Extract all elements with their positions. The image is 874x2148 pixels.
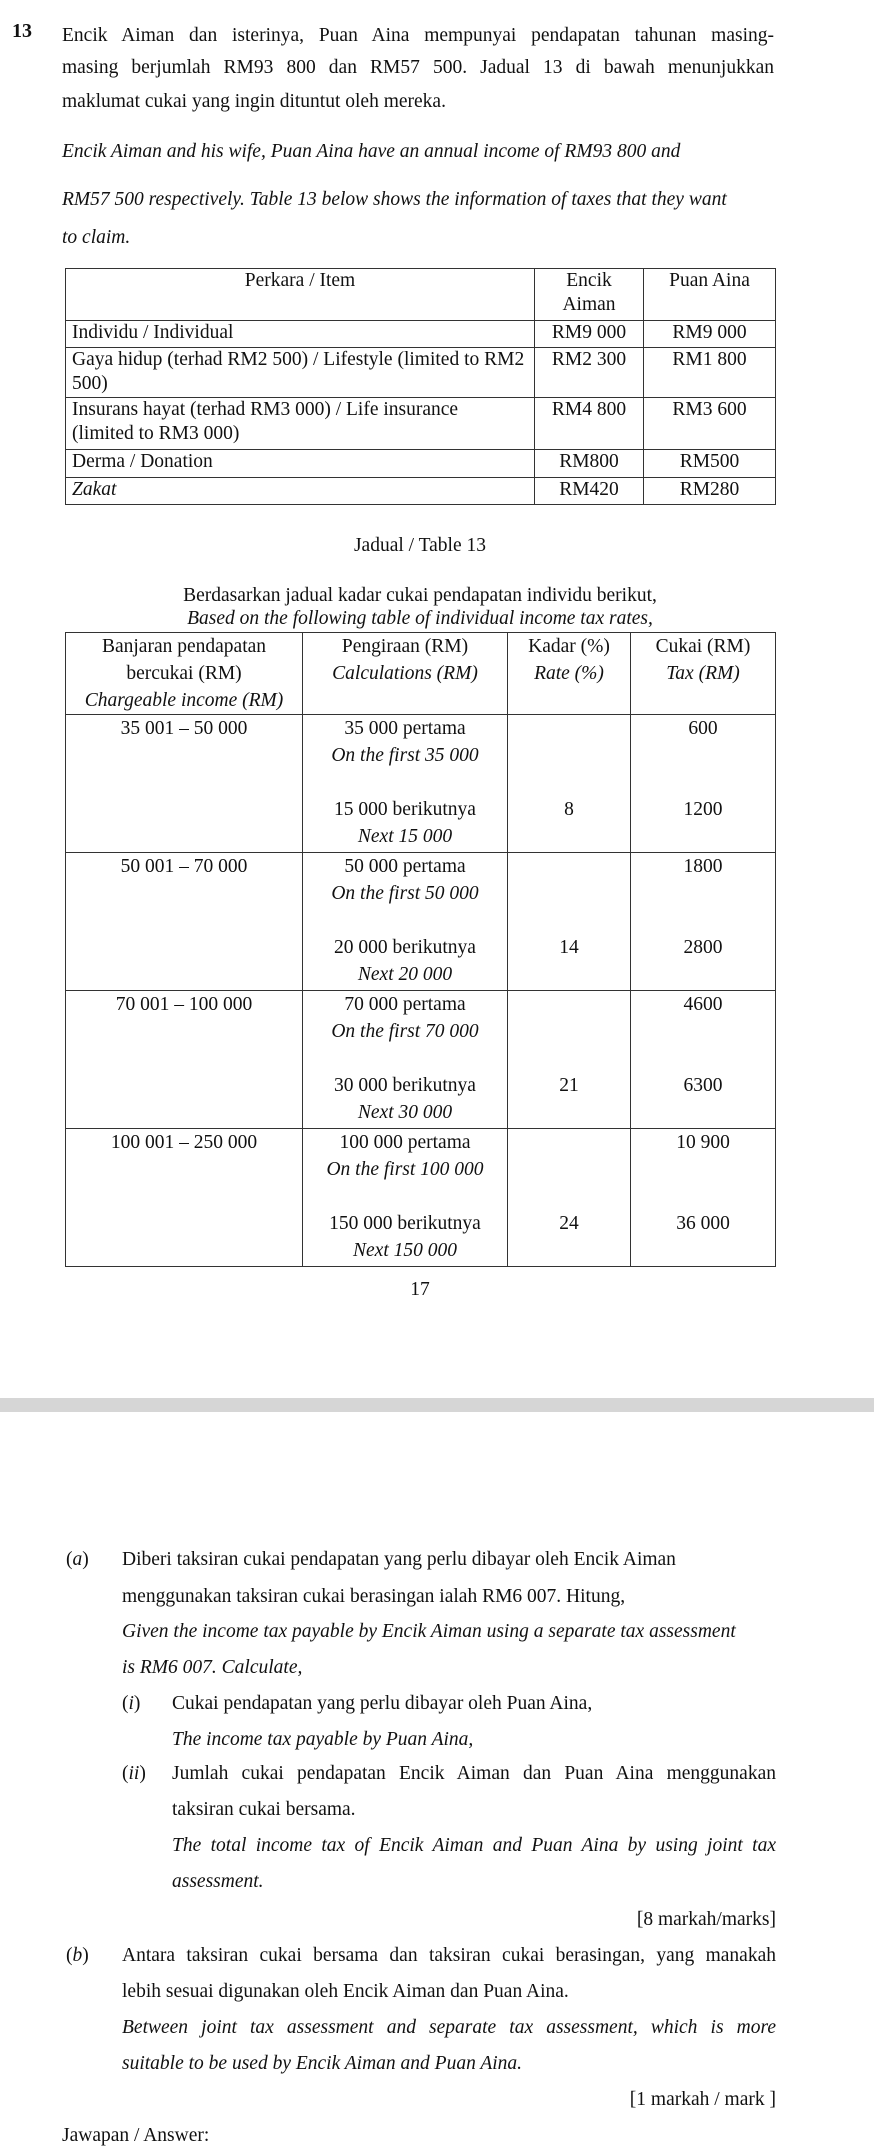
table13-cell: RM280 [644,478,776,505]
intro-ms-3: maklumat cukai yang ingin dituntut oleh mereka. [62,91,446,112]
intro-en-2: RM57 500 respectively. Table 13 below shows the information of taxes that they want [62,189,727,210]
taxrates-next-en: Next 30 000 [357,1102,453,1123]
part-a-i-label: (i) [122,1693,141,1714]
table13-row-individu: Individu / Individual [72,322,234,343]
taxrates-first-ms: 35 000 pertama [344,718,466,739]
part-a-en-2: is RM6 007. Calculate, [122,1657,303,1678]
taxrates-next-ms: 30 000 berikutnya [334,1075,476,1096]
taxrates-header-tax [631,633,776,715]
table-row [66,450,776,478]
page-number: 17 [410,1279,430,1300]
taxrates-tax-cell [631,991,776,1129]
question-number: 13 [12,20,32,42]
taxrates-first-en: On the first 35 000 [331,745,479,766]
taxrates-first-en: On the first 50 000 [331,883,479,904]
taxrates-lead-ms: Berdasarkan jadual kadar cukai pendapatan individu berikut, [183,585,657,606]
table-13 [65,268,776,505]
table13-row-zakat: Zakat [72,479,117,500]
table-row [66,398,776,450]
taxrates-header-calc-2: Calculations (RM) [332,663,478,684]
intro-en-3: to claim. [62,227,131,248]
taxrates-next-en: Next 20 000 [357,964,453,985]
taxrates-lead-en: Based on the following table of individual income tax rates, [187,608,653,629]
part-a-label: (a) [66,1549,89,1570]
table-row [66,478,776,505]
table13-cell: RM4 800 [535,398,644,450]
taxrates-header-rate-2: Rate (%) [534,663,604,684]
table13-row-donation: Derma / Donation [72,451,213,472]
taxrates-first-ms: 70 000 pertama [344,994,466,1015]
taxrates-rate: 8 [564,799,574,820]
table13-row-lifestyle-1: Gaya hidup (terhad RM2 500) / Lifestyle (limited to RM2 [72,349,525,370]
taxrates-rate-cell [508,853,631,991]
part-a-ii-en-2: assessment. [172,1871,264,1892]
table13-cell: RM420 [535,478,644,505]
part-a-marks: [8 markah/marks] [636,1909,776,1930]
table13-header-aiman [535,269,644,321]
table13-row-insurance-1: Insurans hayat (terhad RM3 000) / Life insurance [72,399,459,420]
taxrates-next-tax: 36 000 [676,1213,730,1234]
taxrates-first-tax: 600 [688,718,718,739]
intro-en-1: Encik Aiman and his wife, Puan Aina have an annual income of RM93 800 and [62,141,681,162]
taxrates-next-tax: 2800 [683,937,723,958]
table13-cell: RM9 000 [535,321,644,348]
part-a-en-1: Given the income tax payable by Encik Aiman using a separate tax assessment [122,1621,736,1642]
table13-header-aina: Puan Aina [644,269,776,321]
taxrates-tax-cell [631,715,776,853]
table-row [66,991,776,1129]
table-row [66,321,776,348]
taxrates-header-calc-1: Pengiraan (RM) [341,636,469,657]
taxrates-rate: 24 [559,1213,579,1234]
table13-header-item: Perkara / Item [66,269,535,321]
part-a-ii-en-1: The total income tax of Encik Aiman and Puan Aina by using joint tax [172,1835,776,1856]
part-b-ms-1: Antara taksiran cukai bersama dan taksiran cukai berasingan, yang manakah [122,1945,776,1966]
taxrates-calc [303,991,508,1129]
taxrates-tax-cell [631,1129,776,1267]
taxrates-next-tax: 6300 [683,1075,723,1096]
part-a-i-en: The income tax payable by Puan Aina, [172,1729,474,1750]
table13-cell: RM2 300 [535,348,644,398]
part-a-ii-ms-2: taksiran cukai bersama. [172,1799,356,1820]
taxrates-header-range-3: Chargeable income (RM) [84,690,284,711]
taxrates-calc [303,853,508,991]
taxrates-header-tax-2: Tax (RM) [666,663,740,684]
part-b-ms-2: lebih sesuai digunakan oleh Encik Aiman dan Puan Aina. [122,1981,569,2002]
taxrates-next-en: Next 15 000 [357,826,453,847]
table13-cell: RM9 000 [644,321,776,348]
taxrates-next-ms: 150 000 berikutnya [329,1213,481,1234]
taxrates-rate: 14 [559,937,579,958]
taxrates-next-ms: 15 000 berikutnya [334,799,476,820]
taxrates-first-ms: 100 000 pertama [339,1132,471,1153]
intro-ms-1: Encik Aiman dan isterinya, Puan Aina mempunyai pendapatan tahunan masing- [62,25,774,46]
table13-cell: RM800 [535,450,644,478]
part-a-letter: a [72,1549,83,1570]
table13-row-insurance-2: (limited to RM3 000) [72,423,240,444]
table13-cell: RM500 [644,450,776,478]
taxrates-next-en: Next 150 000 [353,1240,457,1261]
taxrates-first-en: On the first 100 000 [326,1159,484,1180]
taxrates-rate-cell [508,1129,631,1267]
taxrates-header-calc [303,633,508,715]
taxrates-next-tax: 1200 [683,799,723,820]
table13-row-lifestyle-2: 500) [72,373,108,394]
page-divider [0,1398,874,1412]
taxrates-range: 35 001 – 50 000 [66,715,303,853]
table-row [66,715,776,853]
taxrates-range: 100 001 – 250 000 [66,1129,303,1267]
table-row [66,1129,776,1267]
table-row [66,348,776,398]
taxrates-rate-cell [508,715,631,853]
taxrates-header-range [66,633,303,715]
taxrates-tax-cell [631,853,776,991]
part-a-ms-1: Diberi taksiran cukai pendapatan yang perlu dibayar oleh Encik Aiman [122,1549,676,1570]
taxrates-range: 70 001 – 100 000 [66,991,303,1129]
taxrates-first-en: On the first 70 000 [331,1021,479,1042]
taxrates-rate: 21 [559,1075,579,1096]
part-a-ii-ms-1: Jumlah cukai pendapatan Encik Aiman dan Puan Aina menggunakan [172,1763,776,1784]
part-b-marks: [1 markah / mark ] [629,2089,776,2110]
part-a-ii-label: (ii) [122,1763,146,1784]
taxrates-header-range-1: Banjaran pendapatan [101,636,267,657]
taxrates-header-range-2: bercukai (RM) [126,663,242,684]
table13-cell: RM1 800 [644,348,776,398]
table13-cell: RM3 600 [644,398,776,450]
table13-caption: Jadual / Table 13 [353,535,487,556]
taxrates-header-rate [508,633,631,715]
table-row [66,853,776,991]
part-b-en-2: suitable to be used by Encik Aiman and Puan Aina. [122,2053,523,2074]
taxrates-rate-cell [508,991,631,1129]
answer-label: Jawapan / Answer: [62,2125,210,2146]
taxrates-calc [303,715,508,853]
taxrates-calc [303,1129,508,1267]
part-b-letter: b [72,1945,83,1966]
part-a-i-ms: Cukai pendapatan yang perlu dibayar oleh Puan Aina, [172,1693,593,1714]
tax-rate-table [65,632,776,1267]
table13-header-aiman-1: Encik [566,270,612,291]
part-a-ii-letter: ii [128,1763,140,1784]
part-b-en-1: Between joint tax assessment and separate tax assessment, which is more [122,2017,776,2038]
taxrates-first-tax: 1800 [683,856,723,877]
table13-header-aiman-2: Aiman [562,294,616,315]
taxrates-header-rate-1: Kadar (%) [528,636,610,657]
part-a-i-letter: i [128,1693,134,1714]
taxrates-next-ms: 20 000 berikutnya [334,937,476,958]
taxrates-header-tax-1: Cukai (RM) [655,636,751,657]
taxrates-first-ms: 50 000 pertama [344,856,466,877]
taxrates-range: 50 001 – 70 000 [66,853,303,991]
taxrates-first-tax: 4600 [683,994,723,1015]
intro-ms-2: masing berjumlah RM93 800 dan RM57 500. Jadual 13 di bawah menunjukkan [62,57,774,78]
part-a-ms-2: menggunakan taksiran cukai berasingan ialah RM6 007. Hitung, [122,1586,626,1607]
taxrates-first-tax: 10 900 [676,1132,730,1153]
part-b-label: (b) [66,1945,89,1966]
